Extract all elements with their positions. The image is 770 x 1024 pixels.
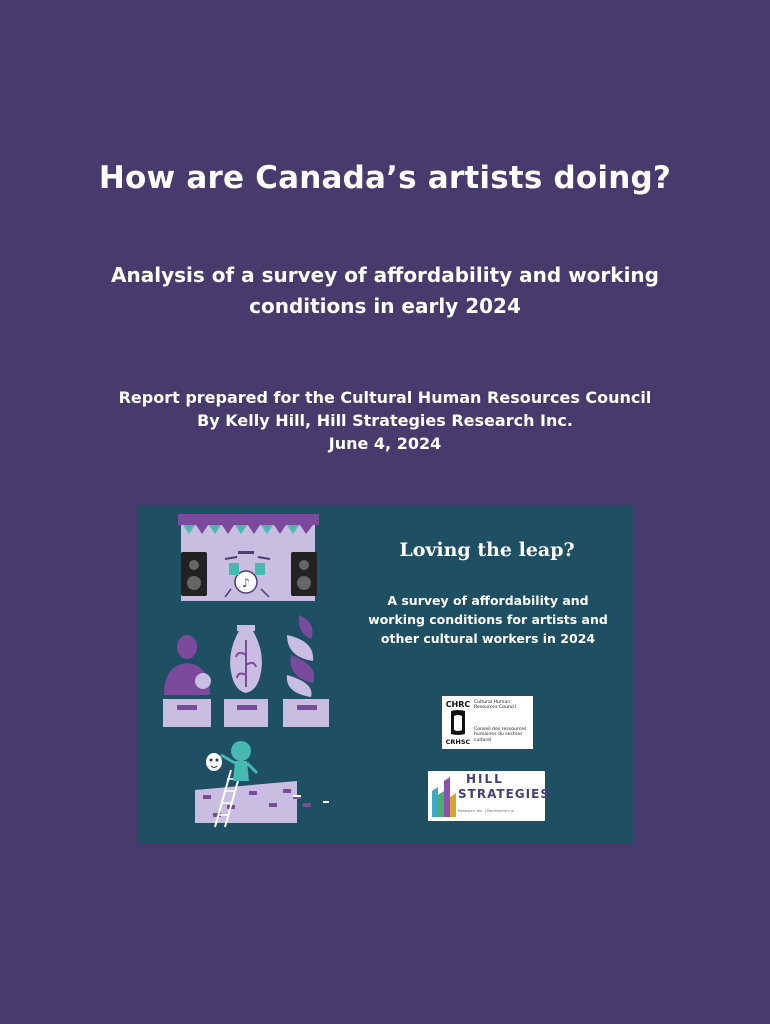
chrc-logo [442,696,533,749]
abstract-sculpture [283,615,329,727]
strategies-word: STRATEGIES [458,787,550,801]
hill-strategies-logo [428,771,550,821]
cover-subtitle: A survey of affordability and working conditions for artists and other cultural workers in 2024 [368,593,608,646]
svg-text:♪: ♪ [242,576,250,590]
cover-title: Loving the leap? [399,539,575,561]
hill-tagline: Research Inc. | Recherche inc. [458,808,516,813]
arts-illustration [137,505,357,844]
chrc-mark-icon [444,698,472,747]
prepared-for-line: Report prepared for the Cultural Human Resources Council [118,388,652,407]
report-credits [60,386,710,455]
theatre-illustration [195,741,329,827]
hill-word: HILL [466,772,504,786]
hill-bars-icon [432,777,458,817]
page-subtitle: Analysis of a survey of affordability and working conditions in early 2024 [111,263,659,318]
bust-sculpture [163,635,211,727]
chrc-acronym-en: CHRC [445,700,471,709]
author-line: By Kelly Hill, Hill Strategies Research Inc. [197,411,573,430]
page-title: How are Canada’s artists doing? [98,160,672,196]
report-date: June 4, 2024 [328,434,442,453]
chrc-name-fr: Conseil des ressources humaines du secteur culturel [474,727,527,743]
vase-sculpture [224,625,268,727]
cover-image [137,505,634,844]
chrc-acronym-fr: CRHSC [445,738,471,746]
chrc-name-en: Cultural Human Resources Council [474,700,516,711]
stage-illustration [178,514,319,601]
